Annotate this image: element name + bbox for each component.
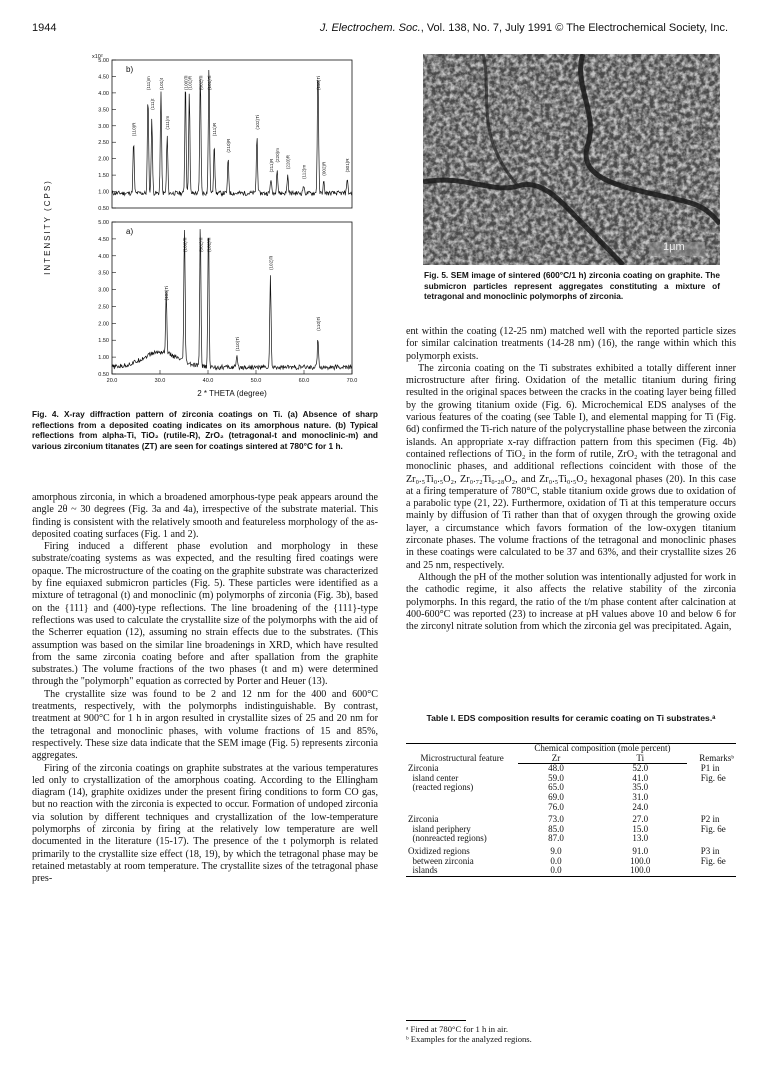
cell-remarks: [687, 793, 736, 803]
y-tick-label: 1.50: [98, 338, 109, 345]
paragraph: amorphous zirconia, in which a broadened amorphous-type peak appears around the angle 2θ ~ 30 degrees (Fig. 3a and 4a), irrespective of the substrate material. This finding is consistent with the relatively smooth and featureless morphology of the as-deposited coating surfaces (Fig. 1 and 2).: [32, 492, 378, 540]
x-tick-label: 30.0: [154, 378, 166, 384]
peak-label: (102)Ti: [254, 115, 260, 130]
y-tick-label: 3.50: [98, 107, 109, 114]
peak-label: (101)Ti: [206, 75, 212, 90]
header-composition: Chemical composition (mole percent): [518, 744, 687, 754]
y-tick-label: 4.50: [98, 236, 109, 243]
peak-label: (110)Ti: [234, 337, 240, 352]
peak-label: (110)Ti: [315, 316, 321, 331]
y-tick-label: 5.00: [98, 58, 109, 64]
figure5-caption: Fig. 5. SEM image of sintered (600°C/1 h) zirconia coating on graphite. The submicron particles represent aggregates constituting a mixture of tetragonal and monoclinic polymorphs of zirconia.: [424, 270, 720, 302]
cell-ti: 13.0: [632, 833, 649, 844]
peak-label: (112)m: [301, 164, 307, 179]
table-row: [406, 866, 736, 876]
table-row: [406, 834, 736, 844]
peak-label: (220)m: [275, 147, 281, 163]
peak-label: (002)Ti: [198, 75, 204, 90]
y-tick-label: 3.50: [98, 270, 109, 277]
table-header-row: [406, 744, 736, 754]
y-tick-label: 4.00: [98, 253, 109, 260]
cell-ti: 24.0: [632, 801, 649, 812]
paragraph: The crystallite size was found to be 2 and 12 nm for the 400 and 600°C treatments, respectively, with the polymorphs indistinguishable. By contrast, treatment at 900°C for 1 h in argon resulted in crystallite sizes of 25 and 20 nm for the tetragonal and monoclinic phases, with volume fractions of 15 and 85%, respectively. These size data indicate that the SEM image (Fig. 5) represents zirconia aggregates.: [32, 688, 378, 762]
footnote: ᵃ Fired at 780°C for 1 h in air.: [406, 1024, 508, 1034]
y-tick-label: 3.00: [98, 123, 109, 130]
cell-zr: 87.0: [548, 833, 564, 844]
peak-label: (002)R: [321, 161, 327, 176]
peak-label: (100)Ti: [183, 75, 189, 90]
cell-ti: 100.0: [594, 866, 687, 876]
y-tick-label: 2.50: [98, 304, 109, 311]
y-tick-label: 2.50: [98, 140, 109, 147]
panel-label: b): [126, 65, 134, 74]
y-tick-label: 4.50: [98, 74, 109, 81]
peak-label: (211)R: [268, 158, 274, 173]
page-header: [32, 22, 728, 38]
cell-zr: 73.0: [548, 814, 564, 825]
journal-name: J. Electrochem. Soc.: [319, 22, 421, 34]
cell-feature: between zirconia: [408, 855, 474, 866]
peak-label: (101)t: [158, 77, 164, 90]
cell-remarks: Fig. 6e: [700, 823, 726, 834]
table-row: [406, 844, 736, 857]
table-body: [406, 764, 736, 877]
cell-zr: 0.0: [518, 866, 594, 876]
cell-zr: 59.0: [548, 772, 564, 783]
table-row: [406, 812, 736, 825]
table-footnotes: [406, 1024, 736, 1044]
paragraph: Firing induced a different phase evolution and morphology in these substrate/coating systems as was expected, and the resulting fired coatings were opaque. The microstructure of the coating on the graphite substrate was characterized by fine equiaxed submicron particles (Fig. 5). These particles were identified as a mixture of tetragonal (t) and monoclinic (m) polymorphs of zirconia (Fig. 3b), based on the {111} and (400)-type reflections. The line broadening of the {111}-type reflections was used to calculate the crystallite size of the polymorphs with the aid of the Scherrer equation (12), assuming no strain effects due to the substrates. (This assumption was based on the similar line broadenings in XRD, which have resulted from the same zirconia coating before and after spallation from the graphite substrates.) The volume fractions of the two phases (t and m) were determined through the "polymorph" equation as corrected by Porter and Heuer (13).: [32, 541, 378, 688]
peak-label: (220)R: [285, 155, 291, 170]
cell-feature: island periphery: [408, 823, 471, 834]
peak-label: (100)Ti: [164, 286, 170, 301]
y-tick-label: 3.00: [98, 287, 109, 294]
peak-label: (002)Ti: [198, 237, 204, 252]
sem-scale-bar: 1μm: [663, 241, 685, 253]
cell-remarks: [687, 834, 736, 844]
peak-label: (110)R: [131, 122, 137, 137]
table-row: [406, 803, 736, 813]
cell-feature: islands: [406, 866, 518, 876]
cell-feature: [406, 793, 518, 803]
sem-image: [423, 54, 720, 265]
header-feature: Microstructural feature: [406, 744, 518, 764]
cell-zr: 0.0: [550, 855, 562, 866]
cell-remarks: [687, 783, 736, 793]
cell-feature: island center: [408, 772, 459, 783]
peak-label: (210)R: [226, 138, 232, 153]
header-remarks: Remarksᵇ: [687, 744, 736, 764]
cell-zr: 48.0: [548, 763, 564, 774]
paragraph: ent within the coating (12-25 nm) matched well with the reported particle sizes for similar calcination treatments (14-28 nm) (16), the range within which this polymorph exists.: [406, 326, 736, 362]
y-tick-label: 1.50: [98, 173, 109, 180]
peak-label: (111)m: [165, 115, 171, 130]
peak-label: (101)R: [187, 75, 193, 90]
y-tick-label: 1.00: [98, 355, 109, 362]
plot-frame: [112, 222, 352, 374]
footnote: ᵇ Examples for the analyzed regions.: [406, 1034, 532, 1044]
paragraph: Although the pH of the mother solution was intentionally adjusted for work in the cathodic regime, it also affects the relative stability of the zirconia polymorphs. In this regard, the ratio of the t/m phase content after calcination at 400-600°C was reported (23) to increase at pH values above 10 and below 6 for the zirconyl nitrate solution from which the zirconia gel was precipitated. Again,: [406, 571, 736, 633]
table1-title: Table I. EDS composition results for ceramic coating on Ti substrates.ᵃ: [426, 713, 716, 723]
header-zr: Zr: [518, 754, 594, 764]
y-tick-label: 2.00: [98, 156, 109, 163]
xrd-trace: [112, 229, 352, 370]
peak-label: (101)Ti: [206, 237, 212, 252]
cell-ti: 31.0: [632, 791, 649, 802]
y-tick-label: 1.00: [98, 189, 109, 196]
cell-ti: 52.0: [632, 763, 649, 774]
cell-remarks: Fig. 6e: [700, 772, 726, 783]
paragraph: Firing of the zirconia coatings on graphite substrates at the various temperatures led only to crystallization of the amorphous coating. According to the Ellingham diagram (14), graphite oxidizes under the present firing conditions to form CO gas, but no reaction with the zirconia is expected to occur. Formation of undoped zirconia via solution by different techniques and crystallization of the low-temperature polymorphs of zirconia by firing at the relatively low temperature are well documented in the literature (15-17). The presence of the t polymorph is related primarily to the crystallite size effect (18, 19), by which the tetragonal phase may be retained metastably at room temperature. The crystallite sizes of the tetragonal phase pres-: [32, 762, 378, 885]
header-ti: Ti: [594, 754, 687, 764]
y-tick-label: 0.50: [98, 372, 109, 378]
footnote-rule: [406, 1020, 466, 1021]
y-tick-label: 4.00: [98, 90, 109, 97]
paragraph: The zirconia coating on the Ti substrates exhibited a totally different inner microstructure after firing. Oxidation of the metallic titanium during firing resulted in the original spaces between the cracks in the coating layer being filled by the growing titanium oxide (Fig. 6). Microchemical EDS analyses of the various features of the coating (see Table I), and elemental mapping for Ti (Fig. 6d) confirmed the Ti-rich nature of the polycrystalline phase between the zirconia islands. An appropriate x-ray diffraction pattern from this specimen (Fig. 4b) contained reflections of TiO₂ in the form of rutile, ZrO₂ with the tetragonal and monoclinic phases, and additional reflections coincident with those of the Zr₀.₅Ti₀.₅O₂, Zr₀.₇₂Ti₀.₂₈O₂, and Zr₀.₅Ti₀.₅O₂ hexagonal phases (20). In this case at a firing temperature of 780°C, stable titanium oxide grows due to oxidation of a parabolic type (21, 22). Furthermore, oxidation of Ti at this temperature occurs mainly by diffusion of Ti rather than that of oxygen through the growing oxide layer, a circumstance which favors formation of the low-oxygen titanium zirconate phases. The volume fractions of the tetragonal and monoclinic phases in these coatings were calculated to be 37 and 63%, and their crystallite sizes 26 and 25 nm, respectively.: [406, 362, 736, 571]
cell-ti: 15.0: [632, 823, 649, 834]
cell-zr: 76.0: [548, 801, 564, 812]
x-tick-label: 60.0: [298, 378, 310, 384]
cell-ti: 41.0: [632, 772, 649, 783]
figure4-caption: Fig. 4. X-ray diffraction pattern of zirconia coatings on Ti. (a) Absence of sharp reflections from a deposited coating indicates on its amorphous nature. (b) Typical reflections from alpha-Ti, TiO₂ (rutile-R), ZrO₂ (tetragonal-t and monoclinic-m) and various zirconium titanates (ZT) are seen for coatings sintered at 780°C for 1 h.: [32, 409, 378, 451]
cell-feature: [406, 803, 518, 813]
cell-ti: 100.0: [630, 855, 651, 866]
cell-zr: 85.0: [548, 823, 564, 834]
y-axis-label: INTENSITY (CPS): [43, 179, 52, 275]
x-axis-label: 2 * THETA (degree): [197, 389, 267, 398]
y-tick-label: 5.00: [98, 220, 109, 226]
cell-remarks: [687, 803, 736, 813]
right-text-column: [406, 326, 736, 633]
peak-label: (110)Ti: [315, 75, 321, 90]
peak-label: (301)R: [345, 158, 351, 173]
peak-label: (100)Ti: [182, 237, 188, 252]
table-row: [406, 793, 736, 803]
cell-zr: 65.0: [548, 782, 564, 793]
cell-ti: 91.0: [632, 845, 649, 856]
cell-remarks: Fig. 6e: [700, 855, 726, 866]
citation-details: , Vol. 138, No. 7, July 1991 © The Electrochemical Society, Inc.: [420, 22, 728, 34]
cell-remarks: [687, 866, 736, 876]
cell-zr: 9.0: [550, 845, 562, 856]
eds-table: [406, 743, 736, 877]
panel-label: a): [126, 227, 134, 236]
x-tick-label: 20.0: [106, 378, 118, 384]
y-tick-label: 0.50: [98, 206, 109, 212]
table-row: [406, 857, 736, 867]
cell-feature: Zirconia: [408, 762, 439, 773]
page-number: 1944: [32, 22, 57, 34]
cell-remarks: P3 in: [700, 845, 720, 856]
x-tick-label: 40.0: [202, 378, 214, 384]
journal-citation: [320, 22, 728, 34]
cell-ti: 27.0: [632, 814, 649, 825]
cell-remarks: P2 in: [700, 814, 720, 825]
cell-feature: (reacted regions): [408, 782, 474, 793]
left-text-column: [32, 492, 378, 886]
cell-ti: 35.0: [632, 782, 649, 793]
y-multiplier: x10²: [92, 54, 103, 60]
peak-label: (102)Ti: [268, 255, 274, 271]
peak-label: (111)m: [146, 76, 151, 91]
cell-remarks: P1 in: [700, 762, 720, 773]
y-tick-label: 2.00: [98, 321, 109, 328]
cell-feature: Oxidized regions: [408, 845, 470, 856]
x-tick-label: 70.0: [346, 378, 358, 384]
x-tick-label: 50.0: [250, 378, 262, 384]
peak-label: (111)t: [149, 98, 155, 110]
cell-feature: (nonreacted regions): [408, 833, 487, 844]
table-row: [406, 783, 736, 793]
peak-label: (111)R: [212, 122, 218, 137]
xrd-figure: [40, 52, 380, 402]
cell-feature: Zirconia: [408, 814, 439, 825]
cell-zr: 69.0: [548, 791, 564, 802]
